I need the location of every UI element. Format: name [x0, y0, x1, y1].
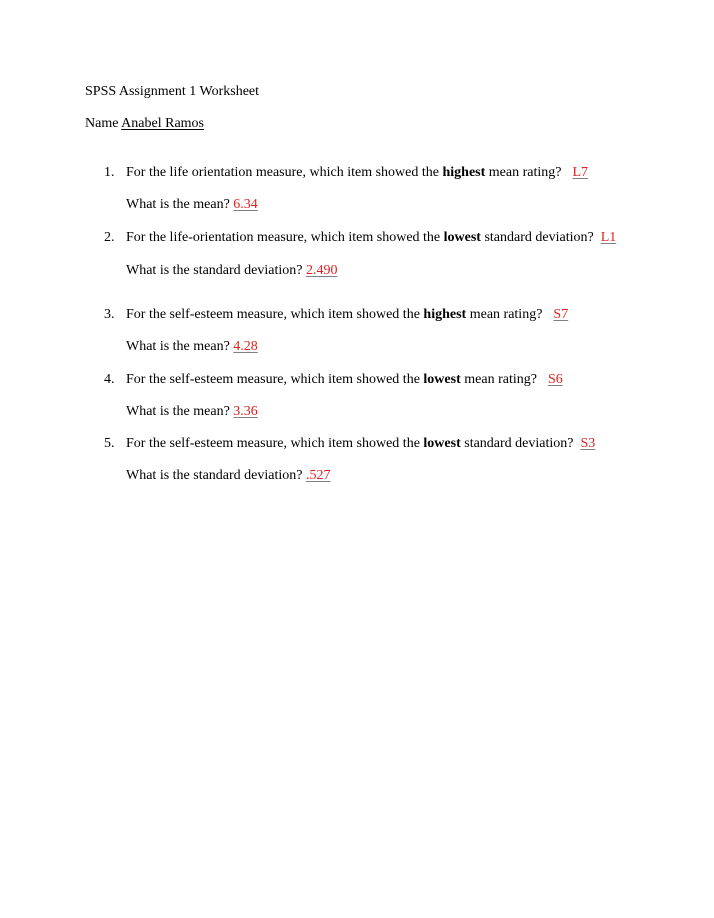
question-emphasis: lowest	[423, 436, 461, 451]
follow-up-answer: 3.36	[233, 404, 258, 419]
question-number: 3.	[104, 307, 115, 322]
question-emphasis: lowest	[443, 230, 481, 245]
follow-up-label: What is the standard deviation?	[126, 468, 303, 483]
follow-up-answer: .527	[306, 468, 331, 483]
question-number: 4.	[104, 372, 115, 387]
question-prefix: For the self-esteem measure, which item showed the	[126, 307, 424, 322]
follow-up-line	[126, 338, 258, 356]
follow-up-answer: 4.28	[233, 339, 258, 354]
question-number: 2.	[104, 230, 115, 245]
question-emphasis: highest	[442, 165, 486, 180]
name-label: Name	[85, 116, 119, 131]
question-answer: L7	[572, 165, 589, 180]
question-text	[126, 164, 588, 182]
follow-up-label: What is the mean?	[126, 339, 230, 354]
follow-up-label: What is the mean?	[126, 197, 230, 212]
follow-up-answer: 2.490	[306, 263, 338, 278]
question-number: 5.	[104, 436, 115, 451]
question-prefix: For the self-esteem measure, which item showed the	[126, 436, 424, 451]
follow-up-label: What is the standard deviation?	[126, 263, 303, 278]
question-text	[126, 229, 616, 247]
question-prefix: For the self-esteem measure, which item showed the	[126, 372, 424, 387]
question-text	[126, 435, 595, 453]
question-answer: S3	[580, 436, 596, 451]
name-value: Anabel Ramos	[121, 116, 204, 131]
follow-up-answer: 6.34	[233, 197, 258, 212]
question-text	[126, 306, 568, 324]
question-prefix: For the life-orientation measure, which item showed the	[126, 230, 444, 245]
follow-up-line	[126, 467, 331, 485]
question-suffix: standard deviation?	[460, 436, 574, 451]
question-text	[126, 371, 563, 389]
follow-up-line	[126, 403, 258, 421]
document-title: SPSS Assignment 1 Worksheet	[85, 84, 260, 99]
question-suffix: mean rating?	[460, 372, 537, 387]
question-prefix: For the life orientation measure, which item showed the	[126, 165, 443, 180]
follow-up-line	[126, 196, 258, 214]
question-suffix: mean rating?	[485, 165, 562, 180]
question-answer: L1	[600, 230, 617, 245]
question-emphasis: lowest	[423, 372, 461, 387]
question-answer: S6	[547, 372, 563, 387]
question-suffix: standard deviation?	[480, 230, 594, 245]
question-answer: S7	[553, 307, 569, 322]
follow-up-line	[126, 262, 338, 280]
question-emphasis: highest	[423, 307, 467, 322]
follow-up-label: What is the mean?	[126, 404, 230, 419]
question-suffix: mean rating?	[466, 307, 543, 322]
question-number: 1.	[104, 165, 115, 180]
name-line	[85, 115, 204, 133]
